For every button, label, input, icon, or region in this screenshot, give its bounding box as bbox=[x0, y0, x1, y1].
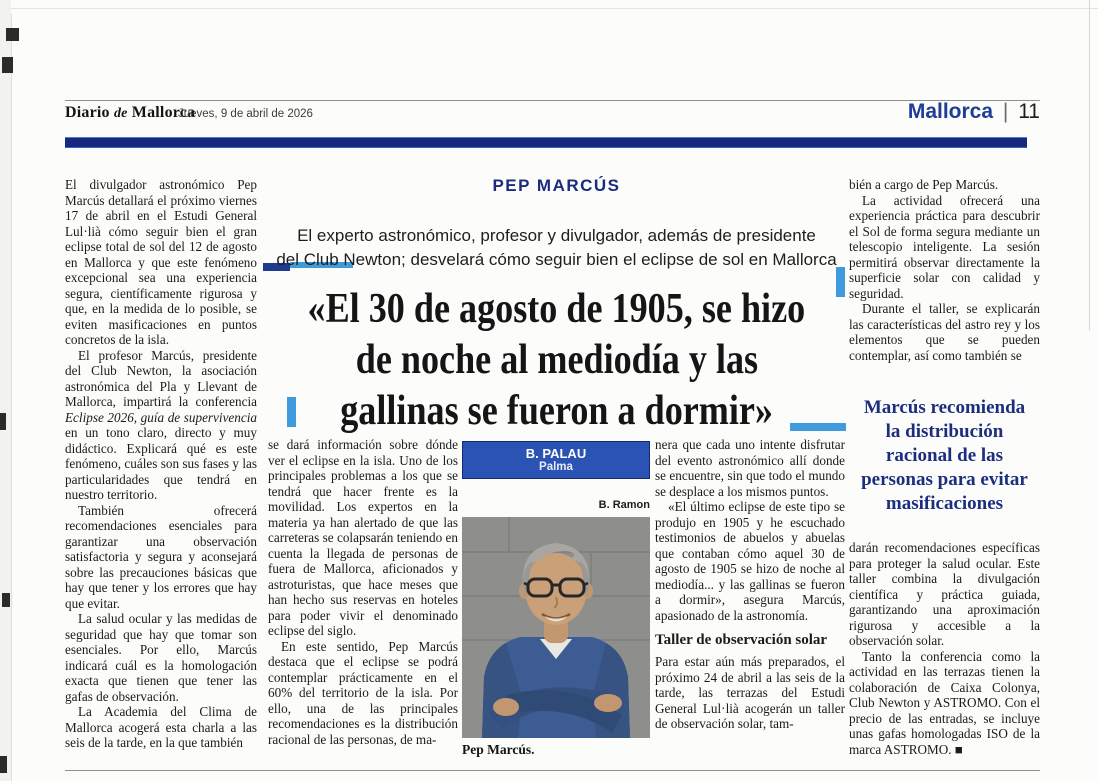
byline-author: B. PALAU bbox=[525, 446, 587, 461]
scan-mark bbox=[2, 57, 13, 73]
date-label: Jueves, 9 de abril de 2026 bbox=[178, 108, 313, 120]
column-mid-a bbox=[268, 437, 458, 767]
footer-rule bbox=[65, 770, 1040, 771]
headline-line: gallinas se fueron a dormir» bbox=[340, 388, 773, 434]
scan-mark bbox=[0, 756, 7, 773]
column-mid-b bbox=[655, 437, 845, 767]
article-paragraph: También ofrecerá recomendaciones esenciales para garantizar una observación satisfactoria y segura y aconsejará sobre las precauciones básicas que hay que tener y los errores que hay que evitar. bbox=[65, 502, 257, 611]
article-head bbox=[268, 176, 845, 437]
standfirst bbox=[276, 224, 836, 272]
article-paragraph: bién a cargo de Pep Marcús. bbox=[849, 177, 999, 192]
headline bbox=[267, 284, 846, 437]
page-number: 11 bbox=[1018, 100, 1040, 123]
article-paragraph: El profesor Marcús, presidente del Club Newton, la asociación astronómica del Pla y Llevant de Mallorca, impartirá la conferencia Eclipse 2026, guía de supervivencia en un tono claro, directo y muy didáctico. Explicará qué es este fenómeno, cuáles son sus fases y las particularidades que tendrá en nuestro territorio. bbox=[65, 347, 257, 502]
article-paragraph: En este sentido, Pep Marcús destaca que el eclipse se podrá contemplar prácticamente en el 60% del territorio de la isla. Por ello, una de las principales recomendaciones es la distribución racional de las personas, de ma- bbox=[268, 638, 458, 747]
pull-quote-line: la distribución bbox=[885, 421, 1004, 442]
column-left bbox=[65, 177, 257, 767]
headline-line: de noche al mediodía y las bbox=[355, 337, 758, 383]
headline-line: «El 30 de agosto de 1905, se hizo bbox=[307, 286, 806, 332]
folio-separator: | bbox=[1002, 100, 1009, 123]
article-paragraph: «El último eclipse de este tipo se produjo en 1905 y he escuchado testimonios de abuelos y abuelas que contaban cómo aquel 30 de agosto de 1905 se hizo de noche al mediodía... y las gallinas se fueron a dormir», asegura Marcús, apasionado de la astronomía. bbox=[655, 499, 845, 623]
masthead-mallorca: Mallorca bbox=[131, 104, 196, 121]
standfirst-line: del Club Newton; desvelará cómo seguir bien el eclipse de sol en Mallorca bbox=[276, 250, 837, 269]
byline-location: Palma bbox=[539, 461, 573, 473]
section-label: Mallorca bbox=[907, 100, 994, 123]
header-rule bbox=[65, 100, 1040, 101]
photo-pep-marcus bbox=[462, 517, 650, 738]
article-paragraph: La Academia del Clima de Mallorca acogerá esta charla a las seis de la tarde, en la que también bbox=[65, 704, 257, 750]
scan-edge-line-right bbox=[1089, 0, 1090, 330]
article-paragraph: El divulgador astronómico Pep Marcús detallará el próximo viernes 17 de abril en el Estudi General Lul·lià cómo seguir bien el gran eclipse total de sol del 12 de agosto en Mallorca y que este fenómeno excepcional sea una experiencia segura, científicamente rigurosa y que, en la medida de lo posible, se eviten masificaciones en puntos concretos de la isla. bbox=[65, 177, 257, 347]
article-paragraph: nera que cada uno intente disfrutar del evento astronómico allí donde se encuentre, sin que todo el mundo se desplace a los mismos puntos. bbox=[655, 437, 845, 499]
pull-quote-line: personas para evitar bbox=[861, 469, 1028, 490]
scan-edge-line-left bbox=[11, 14, 12, 781]
article-paragraph: La actividad ofrecerá una experiencia práctica para descubrir el Sol de forma segura mediante un telescopio inteligente. La sesión permitirá observar directamente la superficie solar con calidad y seguridad. bbox=[849, 192, 1040, 301]
scan-edge-line-top bbox=[11, 8, 1098, 9]
conference-title: Eclipse 2026, guía de supervivencia bbox=[65, 409, 257, 425]
masthead-diario: Diario bbox=[65, 104, 110, 121]
article-paragraph: se dará información sobre dónde ver el eclipse en la isla. Uno de los principales problemas a los que se tendrá que hacer frente es la movilidad. Los expertos en la materia ya han alertado de que las carreteras se colapsarán teniendo en cuenta la llegada de personas de fuera de Mallorca, aficionados y astroturistas, que hace meses que han hecho sus reservas en hoteles para poder vivir el denominado eclipse del siglo. bbox=[268, 437, 458, 638]
scan-mark bbox=[0, 413, 6, 430]
article-paragraph: Para estar aún más preparados, el próximo 24 de abril a las seis de la tarde, las terrazas del Estudi General Lul·lià acogerán un taller de observación solar, tam- bbox=[655, 654, 845, 731]
article-paragraph: La salud ocular y las medidas de seguridad que hay que tomar son esenciales. Por ello, Marcús indicará cuál es la homologación exacta que tienen que tener las gafas de observación. bbox=[65, 611, 257, 704]
standfirst-line: El experto astronómico, profesor y divulgador, además de presidente bbox=[297, 226, 816, 245]
pull-quote-line: racional de las bbox=[885, 445, 1004, 466]
pull-quote-line: masificaciones bbox=[885, 493, 1004, 514]
pull-quote bbox=[849, 396, 1040, 516]
subhead-taller: Taller de observación solar bbox=[655, 632, 828, 648]
scan-mark bbox=[6, 28, 19, 41]
masthead-de: de bbox=[113, 106, 128, 121]
scan-gutter bbox=[0, 0, 11, 781]
photo-credit: B. Ramon bbox=[598, 499, 650, 511]
folio bbox=[908, 100, 1040, 124]
article-paragraph: Durante el taller, se explicarán las características del astro rey y los elementos que se pueden contemplar, así como también se bbox=[849, 301, 1040, 363]
article-paragraph: Tanto la conferencia como la actividad en las terrazas tienen la colaboración de Caixa Colonya, Club Newton y ASTROMO. Con el precio de las entradas, se incluye unas gafas homologadas ISO de la marca ASTROMO. ■ bbox=[849, 648, 1040, 757]
column-right-top bbox=[849, 177, 1040, 387]
article-paragraph: darán recomendaciones específicas para proteger la salud ocular. Este taller combina la divulgación científica y práctica guiada, garantizando una aproximación rigurosa y accesible a la observación solar. bbox=[849, 540, 1040, 648]
pull-quote-line: Marcús recomienda bbox=[863, 397, 1026, 418]
scan-mark bbox=[2, 593, 10, 607]
byline-box bbox=[462, 441, 650, 479]
column-right-bottom bbox=[849, 540, 1040, 767]
photo-illustration bbox=[462, 517, 650, 738]
kicker: PEP MARCÚS bbox=[492, 176, 621, 195]
photo-caption: Pep Marcús. bbox=[462, 742, 535, 757]
masthead bbox=[65, 104, 195, 122]
header-navy-bar bbox=[65, 137, 1027, 148]
